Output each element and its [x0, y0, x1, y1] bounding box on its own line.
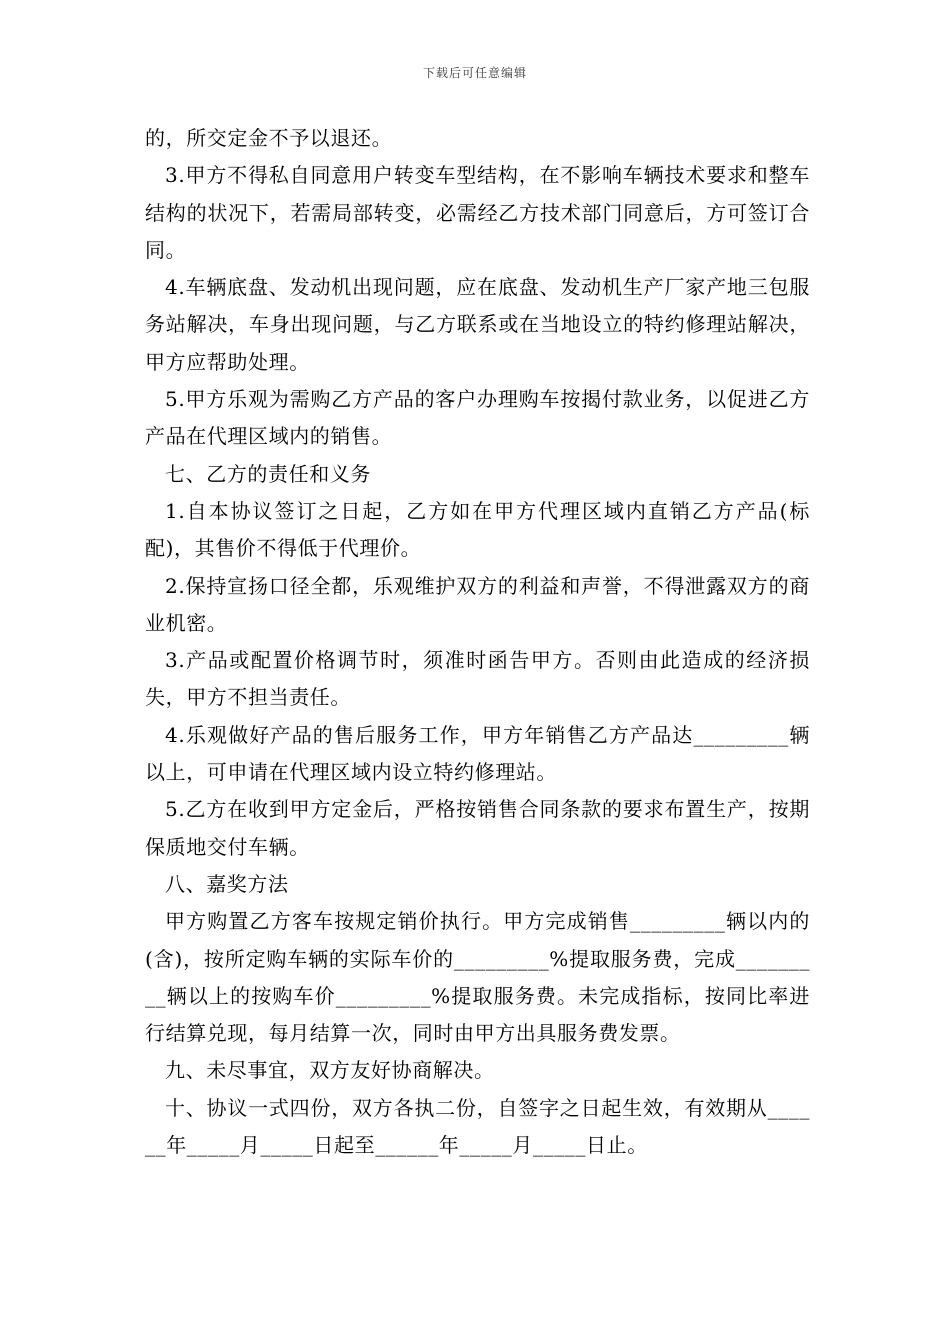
clause-7-5: 5.乙方在收到甲方定金后，严格按销售合同条款的要求布置生产，按期保质地交付车辆。	[145, 797, 810, 859]
section-8-body: 甲方购置乙方客车按规定销价执行。甲方完成销售_________辆以内的(含)，按所定购车辆的实际车价的_________%提取服务费，完成_________辆以上的按购车价_________%提取服务费。未完成指标，按同比率进行结算兑现，每月结算一次，同时由甲方出具服务费发票。	[145, 909, 810, 1046]
page-header: 下载后可任意编辑	[422, 66, 527, 80]
document-body	[145, 120, 810, 1164]
clause-6-4: 4.车辆底盘、发动机出现问题，应在底盘、发动机生产厂家产地三包服务站解决，车身出现问题，与乙方联系或在当地设立的特约修理站解决，甲方应帮助处理。	[145, 275, 810, 374]
clause-6-3: 3.甲方不得私自同意用户转变车型结构，在不影响车辆技术要求和整车结构的状况下，若需局部转变，必需经乙方技术部门同意后，方可签订合同。	[145, 163, 810, 262]
paragraph-deposit-continuation: 的，所交定金不予以退还。	[145, 126, 393, 150]
clause-7-3: 3.产品或配置价格调节时，须准时函告甲方。否则由此造成的经济损失，甲方不担当责任。	[145, 648, 810, 710]
clause-7-4: 4.乐观做好产品的售后服务工作，甲方年销售乙方产品达_________辆以上，可申请在代理区域内设立特约修理站。	[145, 722, 810, 785]
section-8-heading: 八、嘉奖方法	[165, 871, 289, 896]
clause-7-1: 1.自本协议签订之日起，乙方如在甲方代理区域内直销乙方产品(标配)，其售价不得低于代理价。	[145, 498, 810, 561]
section-7-heading: 七、乙方的责任和义务	[165, 461, 371, 486]
clause-6-5: 5.甲方乐观为需购乙方产品的客户办理购车按揭付款业务，以促进乙方产品在代理区域内的销售。	[145, 387, 810, 449]
clause-7-2: 2.保持宣扬口径全都，乐观维护双方的利益和声誉，不得泄露双方的商业机密。	[145, 573, 810, 635]
section-9: 九、未尽事宜，双方友好协商解决。	[165, 1058, 495, 1083]
section-10: 十、协议一式四份，双方各执二份，自签字之日起生效，有效期从______年_____月_____日起至______年_____月_____日止。	[145, 1095, 810, 1158]
